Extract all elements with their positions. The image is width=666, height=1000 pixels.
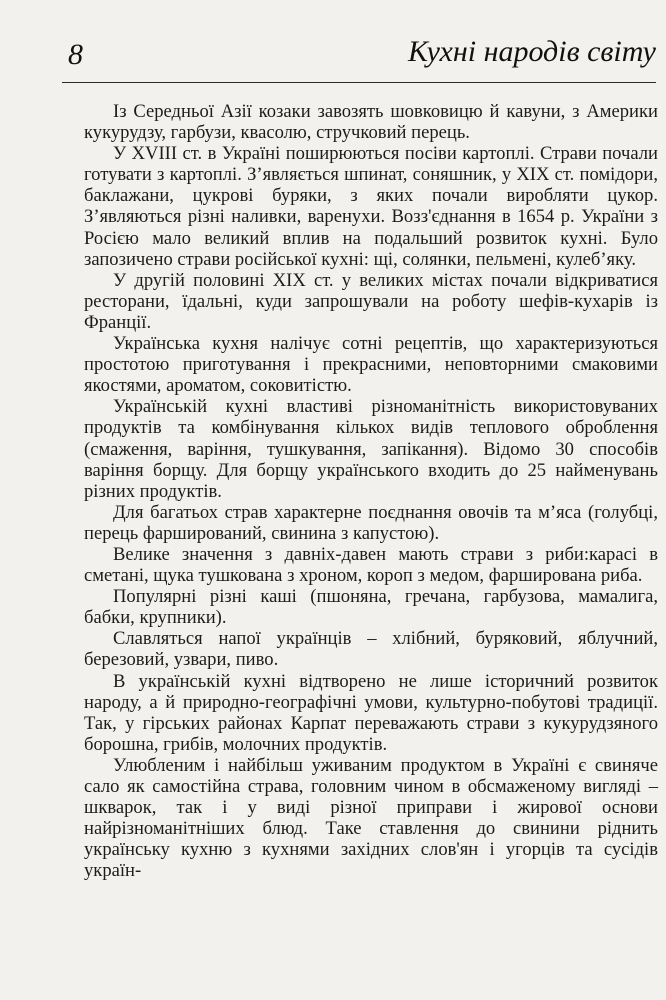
paragraph: Велике значення з давніх-давен мають страви з риби:карасі в сметані, щука тушкована з хроном, короп з медом, фарширована риба. [84,543,658,587]
page-header [0,0,666,90]
header-rule [62,82,656,83]
paragraph: Українській кухні властиві різноманітність використовуваних продуктів та комбінування кількох видів теплового оброблення (смаження, варіння, тушкування, запікання). Відомо 30 способів варіння борщу. Для борщу українського входить до 25 найменувань різних продуктів. [84,396,658,502]
paragraph: Популярні різні каші (пшоняна, гречана, гарбузова, мамалига, бабки, крупники). [84,586,658,629]
paragraph: У XVIII ст. в Україні поширюються посіви картоплі. Страви почали готувати з картоплі. З’являється шпинат, соняшник, у ХІХ ст. помідори, баклажани, цукрові буряки, з яких почали виробляти цукор. З’являються різні наливки, варенухи. Возз'єднання в 1654 р. України з Росією мало великий вплив на подальший розвиток кухні. Було запозичено страви російської кухні: щі, солянки, пельмені, кулеб’яку. [84,143,658,270]
paragraph: Славляться напої українців – хлібний, буряковий, яблучний, березовий, узвари, пиво. [84,628,658,671]
page-number: 8 [68,38,83,71]
paragraph: В українській кухні відтворено не лише історичний розвиток народу, а й природно-географічні умови, культурно-побутові традиції. Так, у гірських районах Карпат переважають страви з кукурудзяного борошна, грибів, молочних продуктів. [84,670,658,755]
paragraph: Улюбленим і найбільш уживаним продуктом в Україні є свиняче сало як самостійна страва, головним чином в обсмаженому вигляді – шкварок, так і у виді різної приправи і жирової основи найрізноманітніших блюд. Таке ставлення до свинини ріднить українську кухню з кухнями західних слов'ян і угорців та сусідів україн- [84,754,658,882]
body-text [84,101,658,881]
paragraph: Українська кухня налічує сотні рецептів, що характеризуються простотою приготування і прекрасними, неповторними смаковими якостями, ароматом, соковитістю. [84,333,658,397]
running-title: Кухні народів світу [407,35,656,68]
paragraph: У другій половині XIX ст. у великих містах почали відкриватися ресторани, їдальні, куди запрошували на роботу шефів-кухарів із Франції. [84,269,658,333]
paragraph: Для багатьох страв характерне поєднання овочів та м’яса (голубці, перець фарширований, свинина з капустою). [84,501,658,544]
paragraph: Із Середньої Азії козаки завозять шовковицю й кавуни, з Америки кукурудзу, гарбузи, квасолю, стручковий перець. [84,101,658,144]
